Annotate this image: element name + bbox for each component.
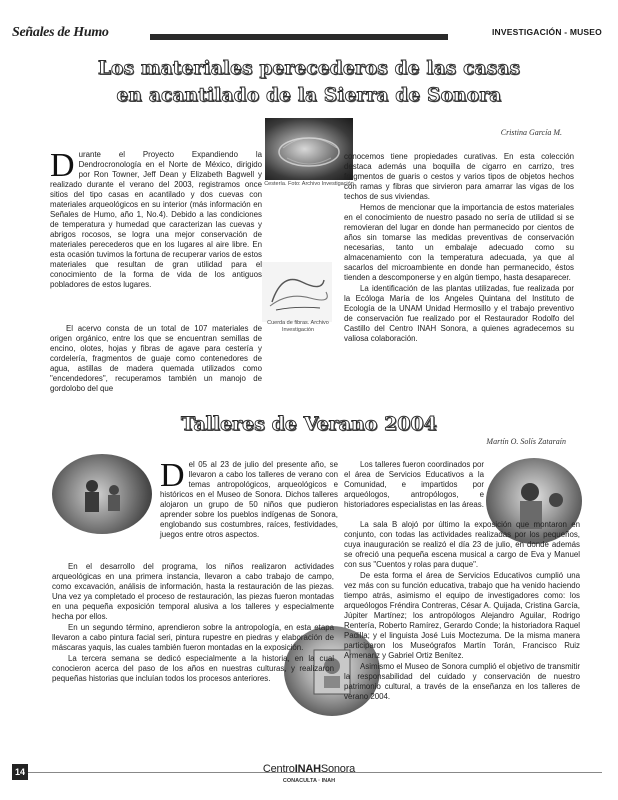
article2-author: Martín O. Solís Zataraín (486, 437, 566, 446)
page-number: 14 (12, 764, 28, 780)
article1-title (0, 55, 618, 109)
centro-inah-logo (0, 763, 618, 775)
article2-paragraph: La sala B alojó por último la exposición que montaron en conjunto, con todas las actividades realizadas por los pequeños, cuya inauguración se realizó el día 23 de julio, en donde además se ofreció una pequeña escena musical a cargo de Eva y Manuel con sus "Cuentos y rolas para duque". (344, 520, 580, 569)
basketry-photo-image (265, 118, 353, 180)
article2-title: Talleres de Verano 2004 (181, 413, 437, 435)
logo-suffix: Sonora (320, 763, 356, 775)
children-workshop-photo-image (52, 454, 152, 534)
header-rule (150, 34, 448, 40)
article1-paragraph: La identificación de las plantas utilizadas, fue realizada por la Ecóloga María de los Angeles Quintana del Instituto de Ecología de la UNAM Unidad Hermosillo y el trabajo preventivo de conservación fue realizado por el Restaurador Rodolfo del Castillo del Centro INAH Sonora, a quienes agradecemos su valiosa colaboración. (344, 284, 574, 343)
magazine-logo (12, 23, 152, 45)
fiber-rope-photo (262, 262, 332, 322)
article1-paragraph: urante el Proyecto Expandiendo la Dendrocronología en el Norte de México, dirigido por Ron Towner, Jeff Dean y Elizabeth Bagwell y realizado durante el verano del 2003, registramos once sitios del tipo casas en acantilado y dos cuevas con materiales arqueológicos en su interior (más información en Señales de Humo, año 1, No.4). Debido a las condiciones de temperatura y humedad que caracterizan las cuevas y abrigos rocosos, se logra una mejor conservación de materiales perecederos que en los lugares al aire libre. En esta ocasión tuvimos la fortuna de recuperar varios de estos materiales que resultan de gran utilidad para el conocimiento de la forma de vida de los antiguos pobladores de estos lugares. (50, 150, 262, 289)
article1-paragraph: El acervo consta de un total de 107 materiales de origen orgánico, entre los que se encuentran semillas de encino, olotes, hojas y fibras de agave para cestería y cordelería, fragmentos de guaje como contenedores de agua, astillas de madera quemada utilizados como "encendedores", recuperamos también un manojo de gordolobo del que (50, 324, 262, 393)
article2-paragraph: En el desarrollo del programa, los niños realizaron actividades arqueológicas en una primera instancia, llevaron a cabo trabajo de campo, como excavación, análisis de información, hasta la restauración de las piezas. Una vez ya completado el proceso de restauración, las piezas fueron montadas en una pequeña exposición temporal alusiva a los talleres y especialmente hecha por ellos. (52, 562, 334, 621)
article2-paragraph: Los talleres fueron coordinados por el área de Servicios Educativos a la Comunidad, e impartidos por arqueólogos, antropólogos, e historiadores especialistas en las áreas. (344, 460, 484, 509)
article1-column2 (344, 152, 574, 345)
article2-column2-top (344, 460, 484, 511)
article1-dropcap: D (50, 147, 75, 184)
basketry-photo-caption: Cestería. Foto: Archivo Investigación (264, 181, 354, 187)
article2-paragraph: el 05 al 23 de julio del presente año, se llevaron a cabo los talleres de verano con temas antropológicos, arqueológicos e históricos en el Museo de Sonora. Dichos talleres alojaron un grupo de 50 niños que pudieron aprender sobre los pueblos indígenas de Sonora, englobando sus costumbres, raíces, festividades, juegos entre otros aspectos. (160, 460, 338, 539)
article2-dropcap: D (160, 457, 185, 494)
article1-author: Cristina García M. (500, 128, 562, 137)
article1-title-line2: en acantilado de la Sierra de Sonora (116, 85, 502, 106)
article2-column1 (52, 562, 334, 685)
basketry-photo (265, 118, 353, 180)
magazine-logo-text: Señales de Humo (12, 25, 109, 40)
article2-paragraph: De esta forma el área de Servicios Educativos cumplió una vez más con su función educativa, trabajo que ha venido haciendo tiempo atrás, asimismo el equipo de investigadores como: los arqueólogos Fréndira Contreras, César A. Quijada, Cristina García, Júpiter Martínez; los antropólogos Alejandro Aguilar, Rodrigo Rentería, Roberto Ramírez, Gerardo Conde; la historiadora Raquel Padilla; y el linguista José Luis Moctezuma. De la misma manera participaron los Museógrafos Martín Torán, Francisco Ruiz Armenariz y Gabriel Ortiz Benítez. (344, 571, 580, 660)
article2-paragraph: En un segundo término, aprendieron sobre la antropología, en esta etapa llevaron a cabo pintura facial seri, pintura rupestre en piedras y elaboración de máscaras yaquis, las cuales también fueron montadas en la exposición. (52, 623, 334, 652)
footer-subtitle: CONACULTA · INAH (282, 778, 336, 784)
article1-title-line1: Los materiales perecederos de las casas (97, 58, 521, 79)
fiber-rope-photo-caption: Cuerda de fibras. Archivo Investigación (267, 320, 329, 333)
article1-paragraph: conocemos tiene propiedades curativas. En esta colección destaca además una boquilla de cigarro en carrizo, tres fragmentos de guaris o cestos y varios tipos de objetos hechos con ramas y fibras que sirvieron para amarrar las vigas de los techos de sus viviendas. (344, 152, 574, 201)
children-workshop-photo (52, 454, 152, 534)
logo-bold: INAH (294, 763, 321, 775)
section-label: INVESTIGACIÓN - MUSEO (492, 27, 602, 37)
article2-paragraph: La tercera semana se dedicó especialmente a la historia, en la cual conocieron acerca del paso de los años en nuestras culturas, y realizaron pequeñas historias que incluían todos los procesos anteriores. (52, 654, 334, 683)
article2-column1-top (160, 457, 338, 541)
article1-column1-continued (50, 324, 262, 395)
article2-paragraph: Asimismo el Museo de Sonora cumplió el objetivo de transmitir la responsabilidad del cuidado y conservación de nuestro patrimonio cultural, a través de la enseñanza en los talleres de verano 2004. (344, 662, 580, 701)
article1-paragraph: Hemos de mencionar que la importancia de estos materiales en el conocimiento de nuestro pasado no sería de utilidad si se removieran del lugar en donde han permanecido por cientos de años sin tomarse las medidas preventivas de conservación necesarias, tanto un embalaje adecuado como su almacenamiento con la temperatura adecuada, ya que al sacarlos del microambiente en donde han permanecido, éstos tienden a descomponerse y en algún tiempo, hasta desaparecer. (344, 203, 574, 282)
article1-column1 (50, 147, 262, 291)
logo-prefix: Centro (262, 763, 295, 775)
fiber-rope-photo-image (262, 262, 332, 322)
article2-column2 (344, 520, 580, 703)
